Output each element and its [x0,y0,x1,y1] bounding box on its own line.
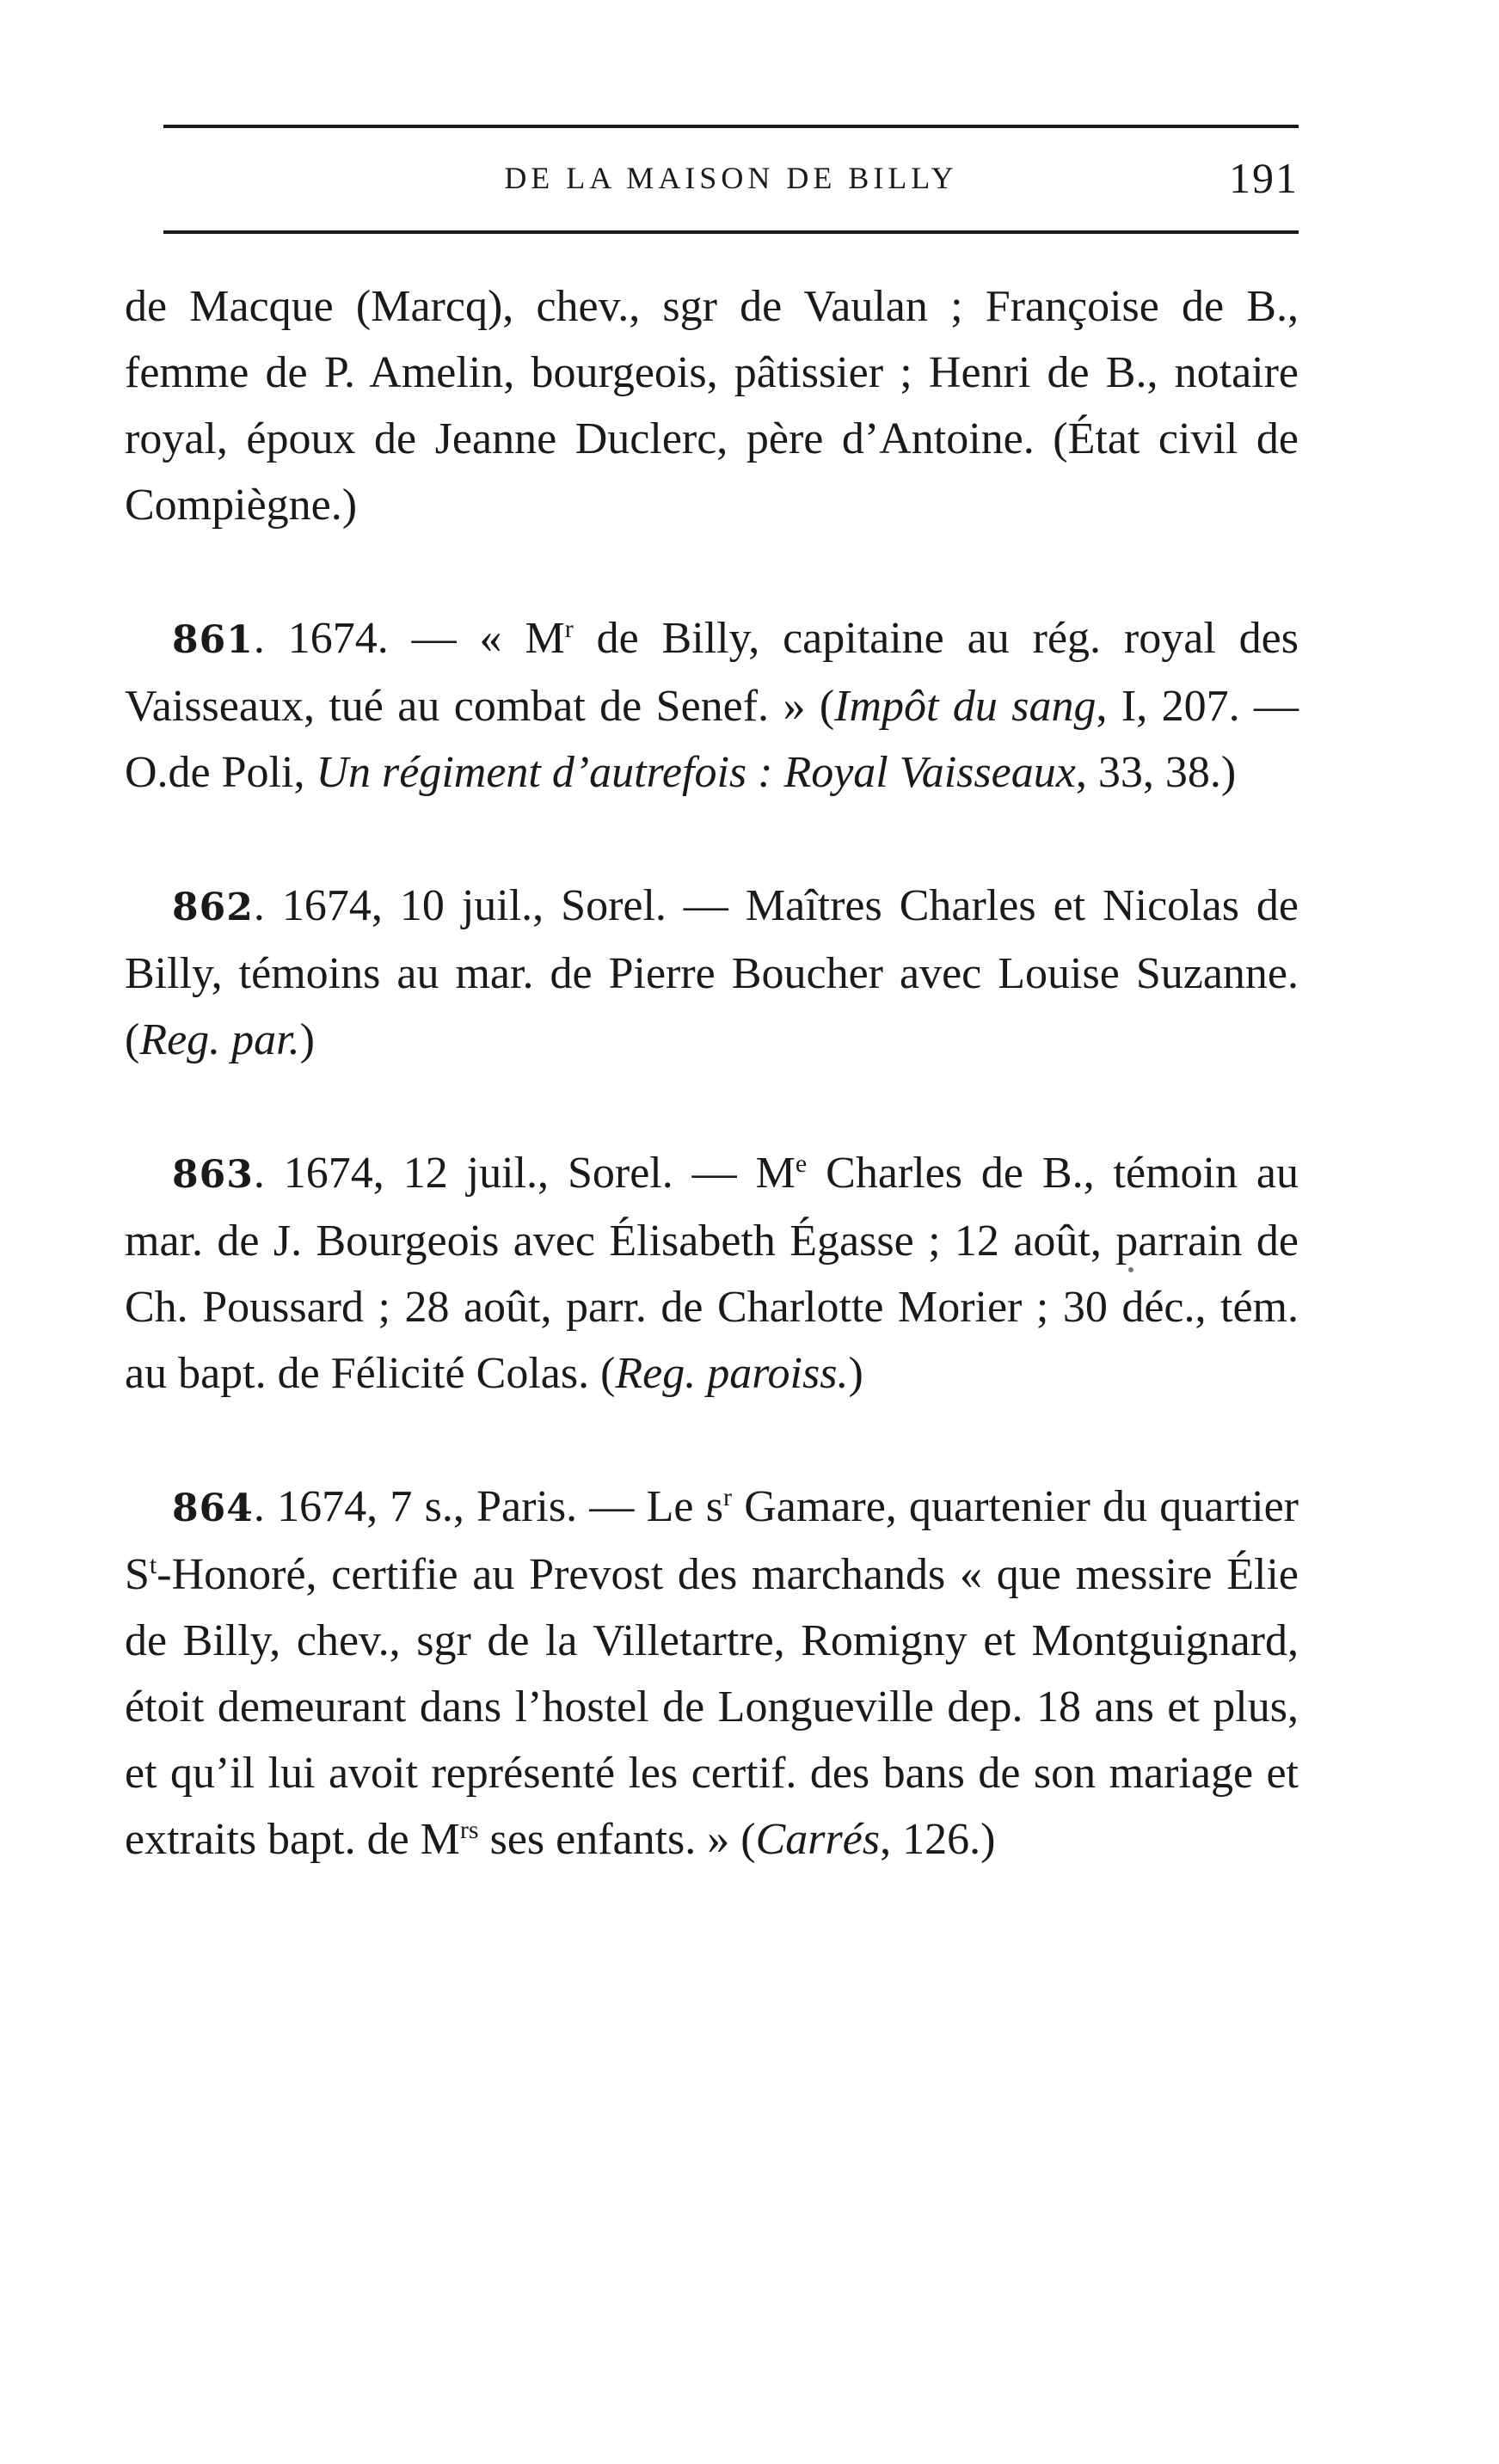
entry-863: 863. 1674, 12 juil., Sorel. — Me Charles de B., témoin au mar. de J. Bourgeois avec Élisabeth Égasse ; 12 août, parrain de Ch. Poussard ; 28 août, parr. de Charlotte Morier ; 30 déc., tém. au bapt. de Félicité Colas. (Reg. paroiss.) [125,1149,1299,1398]
citation-title: Carrés [755,1815,881,1864]
entry-number: 863 [172,1153,254,1197]
page-number: 191 [1229,154,1299,202]
header-rule-bottom [163,230,1299,234]
body-text [125,273,1299,1873]
citation-title: Reg. par. [139,1015,300,1064]
running-title: DE LA MAISON DE BILLY [504,161,958,195]
header-rule-top [163,125,1299,128]
citation-title: Un régiment d’autrefois : Royal Vaisseaux [316,748,1076,797]
entry-861: 861. 1674. — « $M^r$ de Billy, capitaine au rég. royal des Vaisseaux, tué au combat de Senef. » (Impôt du sang, I, 207. — O.de Poli, Un régiment d’autrefois : Royal Vaisseaux, 33, 38.) [125,614,1299,797]
citation-title: Impôt du sang [834,682,1097,731]
print-speck [1128,1267,1133,1272]
entry-862: 862. 1674, 10 juil., Sorel. — Maîtres Charles et Nicolas de Billy, témoins au mar. de Pierre Boucher avec Louise Suzanne. (Reg. par.) [125,881,1299,1064]
paragraph-continuation: de Macque (Marcq), chev., sgr de Vaulan ; Françoise de B., femme de P. Amelin, bourgeois, pâtissier ; Henri de B., notaire royal, époux de Jeanne Duclerc, père d’Antoine. (État civil de Compiègne.) [125,282,1299,530]
entry-864: 864. 1674, 7 s., Paris. — Le $s^r$ Gamare, quartenier du quartier $S^t$-Honoré, certifie au Prevost des marchands « que messire Élie de Billy, chev., sgr de la Villetartre, Romigny et Montguignard, étoit demeurant dans l’hostel de Longueville dep. 18 ans et plus, et qu’il lui avoit représenté les certif. des bans de son mariage et extraits bapt. de $M^{rs}$ ses enfants. » (Carrés, 126.) [125,1482,1299,1864]
running-head [163,153,1299,213]
entry-number: 861 [172,618,254,662]
entry-number: 862 [172,886,254,929]
citation-title: Reg. paroiss. [615,1349,849,1398]
entry-number: 864 [172,1486,254,1530]
